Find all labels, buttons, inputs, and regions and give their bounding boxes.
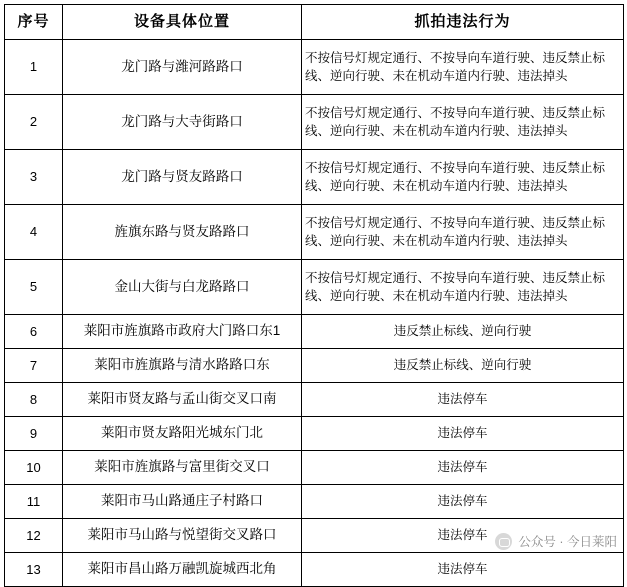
cell-index: 3 <box>5 150 63 205</box>
column-header-location: 设备具体位置 <box>63 5 302 40</box>
table-row <box>5 485 624 519</box>
cell-index: 10 <box>5 451 63 485</box>
cell-violation: 违法停车 <box>302 485 624 519</box>
cell-location: 莱阳市旌旗路市政府大门路口东1 <box>63 315 302 349</box>
cell-index: 1 <box>5 40 63 95</box>
table-row <box>5 519 624 553</box>
cell-location: 莱阳市旌旗路与清水路路口东 <box>63 349 302 383</box>
cell-location: 莱阳市马山路通庄子村路口 <box>63 485 302 519</box>
cell-location: 龙门路与潍河路路口 <box>63 40 302 95</box>
cell-location: 龙门路与贤友路路口 <box>63 150 302 205</box>
cell-location: 旌旗东路与贤友路路口 <box>63 205 302 260</box>
cell-index: 9 <box>5 417 63 451</box>
table-row <box>5 451 624 485</box>
cell-location: 莱阳市旌旗路与富里街交叉口 <box>63 451 302 485</box>
column-header-violation: 抓拍违法行为 <box>302 5 624 40</box>
cell-violation: 违法停车 <box>302 383 624 417</box>
cell-violation: 违反禁止标线、逆向行驶 <box>302 315 624 349</box>
table-row <box>5 95 624 150</box>
cell-violation: 违反禁止标线、逆向行驶 <box>302 349 624 383</box>
table-body <box>5 40 624 587</box>
cell-index: 6 <box>5 315 63 349</box>
cell-location: 莱阳市贤友路与孟山街交叉口南 <box>63 383 302 417</box>
cell-violation: 违法停车 <box>302 553 624 587</box>
table-row <box>5 349 624 383</box>
table-row <box>5 417 624 451</box>
cell-index: 11 <box>5 485 63 519</box>
table-row <box>5 40 624 95</box>
cell-violation: 违法停车 <box>302 451 624 485</box>
cell-violation: 不按信号灯规定通行、不按导向车道行驶、违反禁止标线、逆向行驶、未在机动车道内行驶、违法掉头 <box>302 95 624 150</box>
cell-violation: 不按信号灯规定通行、不按导向车道行驶、违反禁止标线、逆向行驶、未在机动车道内行驶、违法掉头 <box>302 260 624 315</box>
table-row <box>5 315 624 349</box>
cell-location: 莱阳市马山路与悦望街交叉路口 <box>63 519 302 553</box>
column-header-index: 序号 <box>5 5 63 40</box>
table-row <box>5 553 624 587</box>
cell-index: 2 <box>5 95 63 150</box>
cell-index: 7 <box>5 349 63 383</box>
table-header-row <box>5 5 624 40</box>
cell-violation: 不按信号灯规定通行、不按导向车道行驶、违反禁止标线、逆向行驶、未在机动车道内行驶、违法掉头 <box>302 205 624 260</box>
cell-violation: 不按信号灯规定通行、不按导向车道行驶、违反禁止标线、逆向行驶、未在机动车道内行驶、违法掉头 <box>302 40 624 95</box>
cell-index: 12 <box>5 519 63 553</box>
violation-table <box>4 4 624 587</box>
cell-index: 5 <box>5 260 63 315</box>
cell-index: 13 <box>5 553 63 587</box>
cell-violation: 违法停车 <box>302 519 624 553</box>
cell-violation: 不按信号灯规定通行、不按导向车道行驶、违反禁止标线、逆向行驶、未在机动车道内行驶、违法掉头 <box>302 150 624 205</box>
watermark-text: 公众号 · 今日莱阳 <box>518 535 617 549</box>
cell-violation: 违法停车 <box>302 417 624 451</box>
cell-index: 4 <box>5 205 63 260</box>
cell-location: 龙门路与大寺街路口 <box>63 95 302 150</box>
table-row <box>5 150 624 205</box>
cell-location: 金山大街与白龙路路口 <box>63 260 302 315</box>
table-row <box>5 260 624 315</box>
cell-location: 莱阳市贤友路阳光城东门北 <box>63 417 302 451</box>
table-row <box>5 383 624 417</box>
table-header <box>5 5 624 40</box>
table-row <box>5 205 624 260</box>
cell-index: 8 <box>5 383 63 417</box>
cell-location: 莱阳市昌山路万融凯旋城西北角 <box>63 553 302 587</box>
